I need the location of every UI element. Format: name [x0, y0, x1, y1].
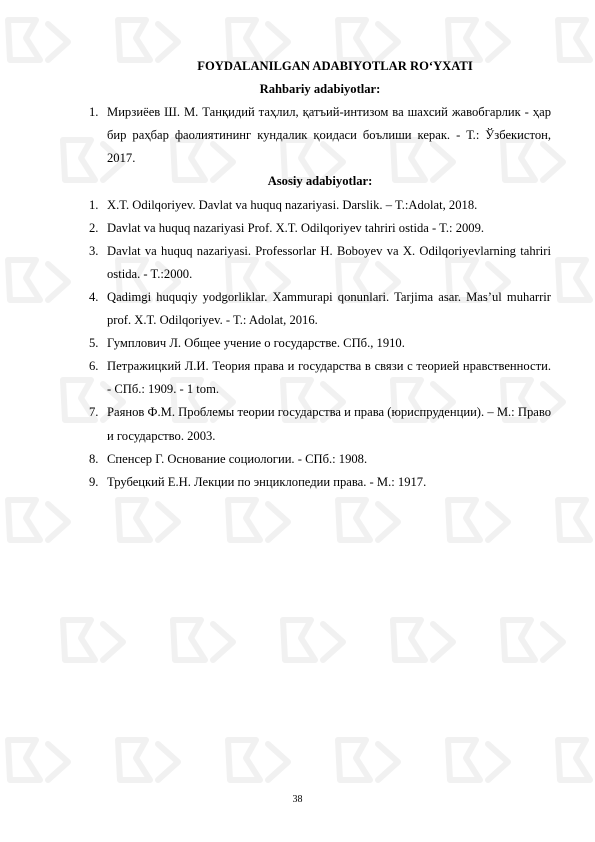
item-text: Davlat va huquq nazariyasi Prof. X.T. Odilqoriyev tahriri ostida - T.: 2009.: [107, 220, 485, 235]
list-item: [89, 101, 551, 170]
item-number: 6.: [89, 359, 99, 374]
watermark-shape: [8, 20, 68, 60]
item-number: 1.: [89, 105, 99, 120]
watermark-shape: [228, 500, 288, 540]
item-number: 4.: [89, 289, 99, 304]
watermark-shape: [393, 620, 453, 660]
item-text: Трубецкий Е.Н. Лекции по энциклопедии права. - М.: 1917.: [107, 474, 427, 489]
watermark-shape: [448, 20, 508, 60]
section-heading-asosiy: Asosiy adabiyotlar:: [267, 174, 373, 189]
list-item: [89, 286, 551, 332]
list-item: [89, 194, 551, 217]
watermark-shape: [283, 620, 343, 660]
item-number: 5.: [89, 336, 99, 351]
item-number: 2.: [89, 220, 99, 235]
watermark-shape: [8, 740, 68, 780]
watermark-shape: [448, 500, 508, 540]
item-text: Раянов Ф.М. Проблемы теории государства и права (юриспруденции). – М.: Право и государство. 2003.: [107, 405, 551, 443]
item-text: Спенсер Г. Основание социологии. - СПб.: 1908.: [107, 451, 368, 466]
page-number: 38: [292, 794, 303, 805]
watermark-shape: [338, 500, 398, 540]
watermark-shape: [228, 740, 288, 780]
watermark-shape: [118, 20, 178, 60]
page-title: FOYDALANILGAN ADABIYOTLAR RO‘YXATI: [197, 59, 473, 73]
list-item: [89, 401, 551, 447]
watermark-shape: [558, 740, 595, 780]
references-content: [89, 55, 551, 494]
item-text: Мирзиёев Ш. М. Танқидий таҳлил, қатъий-интизом ва шахсий жавобгарлик - ҳар бир раҳбар фаолиятининг кундалик қоидаси боълиши керак. - Т.: Ўзбекистон, 2017.: [107, 105, 551, 166]
item-number: 3.: [89, 243, 99, 258]
watermark-shape: [503, 620, 563, 660]
watermark-shape: [448, 740, 508, 780]
asosiy-list: [89, 194, 551, 494]
watermark-shape: [558, 20, 595, 60]
watermark-shape: [63, 620, 123, 660]
watermark-shape: [558, 500, 595, 540]
watermark-shape: [8, 260, 68, 300]
item-text: Петражицкий Л.И. Теория права и государства в связи с теорией нравственности. - СПб.: 1909. - 1 tom.: [107, 359, 551, 397]
item-text: Qadimgi huquqiy yodgorliklar. Xammurapi qonunlari. Tarjima asar. Mas’ul muharrir prof. X.T. Odilqoriyev. - T.: Adolat, 2016.: [107, 289, 551, 328]
item-text: Davlat va huquq nazariyasi. Professorlar H. Boboyev va X. Odilqoriyevlarning tahriri ostida. - T.:2000.: [107, 243, 551, 281]
watermark-shape: [118, 500, 178, 540]
item-number: 1.: [89, 197, 99, 212]
list-item: [89, 355, 551, 401]
list-item: [89, 471, 551, 494]
item-number: 8.: [89, 451, 99, 466]
list-item: [89, 332, 551, 355]
item-number: 9.: [89, 474, 99, 489]
list-item: [89, 240, 551, 286]
watermark-shape: [173, 620, 233, 660]
list-item: [89, 217, 551, 240]
watermark-shape: [558, 260, 595, 300]
item-text: Гумплович Л. Общее учение о государстве. СПб., 1910.: [107, 336, 405, 351]
watermark-shape: [8, 500, 68, 540]
item-number: 7.: [89, 405, 99, 420]
item-text: X.T. Odilqoriyev. Davlat va huquq nazariyasi. Darslik. – T.:Adolat, 2018.: [107, 197, 478, 212]
rahbariy-list: [89, 101, 551, 170]
section-heading-rahbariy: Rahbariy adabiyotlar:: [259, 82, 381, 97]
list-item: [89, 448, 551, 471]
watermark-shape: [228, 20, 288, 60]
watermark-shape: [338, 20, 398, 60]
watermark-shape: [338, 740, 398, 780]
watermark-shape: [118, 740, 178, 780]
